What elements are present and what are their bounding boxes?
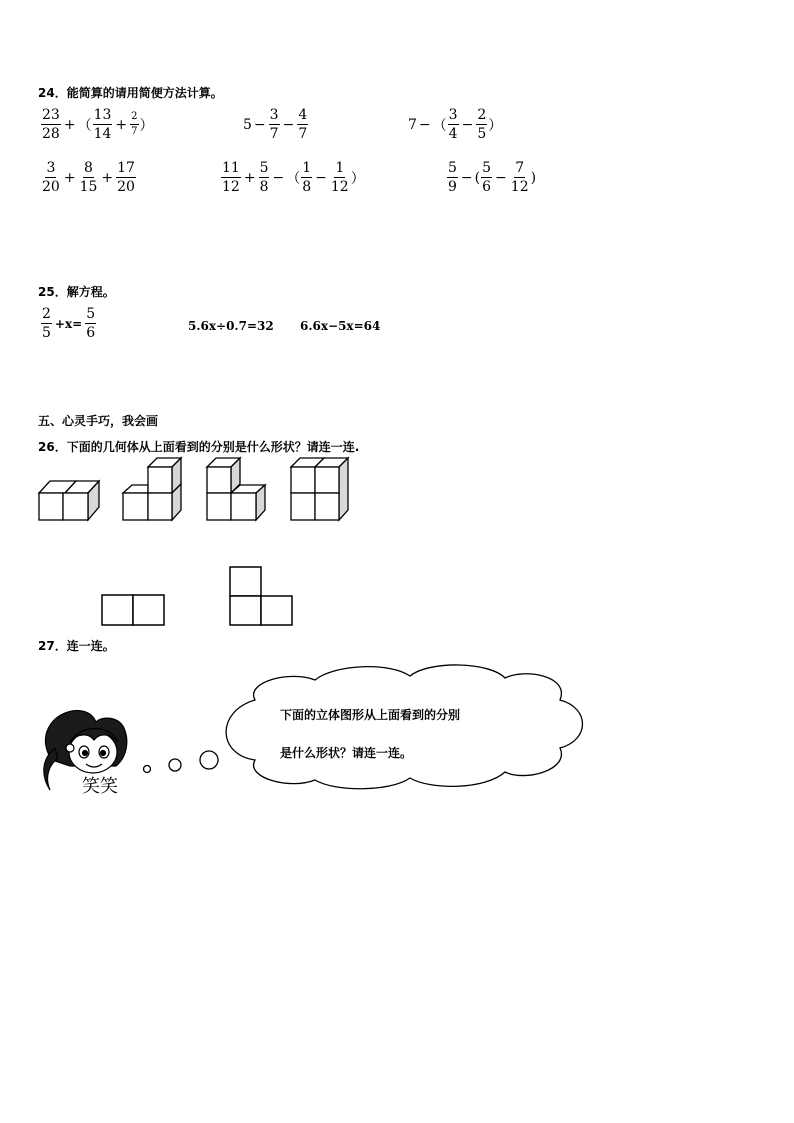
fraction: $\frac{3}{7}$ bbox=[269, 107, 279, 142]
thought-bubble-large bbox=[200, 751, 218, 769]
solid-4 bbox=[291, 458, 348, 520]
q24-expr-1: $\frac{23}{28}$ + （ $\frac{13}{14}$ + $\frac{2}{7}$ ） bbox=[42, 107, 154, 142]
q24-expr-6: $\frac{5}{9}$ − ( $\frac{5}{6}$ − $\frac{7}{12}$ ) bbox=[448, 160, 537, 195]
fraction: $\frac{7}{12}$ bbox=[510, 160, 529, 195]
fraction: $\frac{3}{20}$ bbox=[42, 160, 60, 195]
q25-equation-2: 5.6x÷0.7=32 bbox=[188, 319, 274, 333]
thought-bubble-medium bbox=[169, 759, 181, 771]
thought-bubble-small bbox=[144, 766, 151, 773]
fraction: $\frac{4}{7}$ bbox=[298, 107, 308, 142]
fraction: $\frac{5}{6}$ bbox=[86, 306, 96, 341]
fraction: $\frac{5}{6}$ bbox=[482, 160, 492, 195]
q25-heading: 25．解方程。 bbox=[38, 285, 115, 299]
fraction: $\frac{5}{8}$ bbox=[259, 160, 269, 195]
q26-heading: 26．下面的几何体从上面看到的分别是什么形状？请连一连. bbox=[38, 440, 360, 454]
fraction: $\frac{2}{5}$ bbox=[477, 107, 487, 142]
fraction: $\frac{23}{28}$ bbox=[42, 107, 60, 142]
q24-expr-5: $\frac{11}{12}$ + $\frac{5}{8}$ − （ $\frac{1}{8}$ − $\frac{1}{12}$ ） bbox=[222, 160, 365, 195]
q27-heading: 27．连一连。 bbox=[38, 639, 115, 653]
q24-heading: 24．能简算的请用简便方法计算。 bbox=[38, 86, 223, 100]
solid-1 bbox=[39, 481, 99, 520]
cloud-text-line-2: 是什么形状？请连一连。 bbox=[280, 746, 413, 760]
top-view-1 bbox=[102, 595, 164, 625]
q24-expr-2: 5 − $\frac{3}{7}$ − $\frac{4}{7}$ bbox=[243, 107, 308, 142]
solid-3 bbox=[207, 458, 265, 520]
fraction: $\frac{2}{7}$ bbox=[131, 111, 138, 137]
fraction: $\frac{2}{5}$ bbox=[42, 306, 51, 341]
section-heading: 五、心灵手巧，我会画 bbox=[38, 414, 159, 428]
top-view-2 bbox=[230, 567, 292, 625]
fraction: $\frac{5}{9}$ bbox=[448, 160, 457, 195]
fraction: $\frac{13}{14}$ bbox=[93, 107, 112, 142]
q24-expr-3: 7 − （ $\frac{3}{4}$ − $\frac{2}{5}$ ） bbox=[408, 107, 503, 142]
fraction: $\frac{1}{8}$ bbox=[302, 160, 312, 195]
fraction: $\frac{1}{12}$ bbox=[330, 160, 349, 195]
fraction: $\frac{11}{12}$ bbox=[222, 160, 240, 195]
q25-equation-1: $\frac{2}{5}$ +x= $\frac{5}{6}$ bbox=[42, 306, 96, 341]
fraction: $\frac{8}{15}$ bbox=[79, 160, 98, 195]
girl-name-label: 笑笑 bbox=[82, 776, 118, 797]
fraction: $\frac{3}{4}$ bbox=[448, 107, 458, 142]
q24-expr-4: $\frac{3}{20}$ + $\frac{8}{15}$ + $\frac{17}{20}$ bbox=[42, 160, 135, 195]
q25-equation-3: 6.6x−5x=64 bbox=[300, 319, 381, 333]
thought-cloud bbox=[226, 665, 582, 789]
cloud-text-line-1: 下面的立体图形从上面看到的分别 bbox=[280, 708, 461, 722]
fraction: $\frac{17}{20}$ bbox=[117, 160, 135, 195]
solid-2 bbox=[123, 458, 181, 520]
